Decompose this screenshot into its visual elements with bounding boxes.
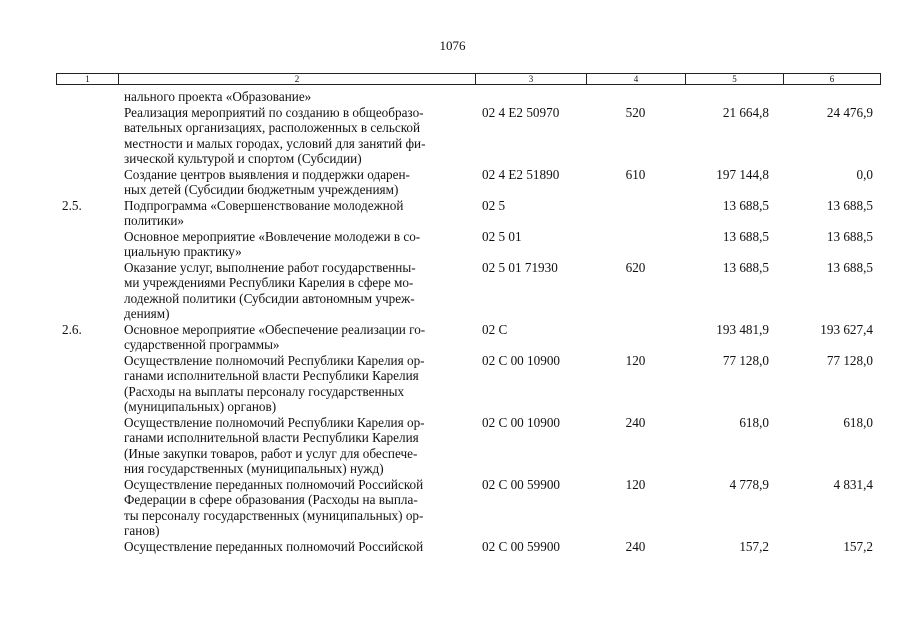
- column-header-6: 6: [829, 74, 835, 84]
- description-line: ганов): [124, 523, 160, 538]
- target-item-code: 02 С 00 10900: [482, 352, 561, 368]
- description-line: ганами исполнительной власти Республики Карелия: [124, 430, 419, 445]
- expense-type-code: 620: [625, 259, 646, 275]
- row-description: [124, 105, 473, 167]
- row-description: [124, 477, 473, 539]
- target-item-code: 02 5 01: [482, 228, 522, 244]
- amount-column-6: 77 128,0: [826, 352, 873, 368]
- description-line: дениям): [124, 306, 170, 321]
- description-line: политики»: [124, 213, 184, 228]
- description-line: Осуществление переданных полномочий Российской: [124, 538, 424, 554]
- amount-column-6: 618,0: [843, 414, 873, 430]
- table-row: [56, 198, 881, 229]
- expense-type-code: 240: [625, 538, 646, 554]
- expense-type-code: 120: [625, 476, 646, 492]
- column-header-1: 1: [57, 74, 119, 84]
- expense-type-code: 240: [625, 414, 646, 430]
- column-header-2: 2: [119, 74, 476, 84]
- amount-column-5: 13 688,5: [722, 259, 769, 275]
- description-line: Осуществление переданных полномочий Российской: [124, 476, 424, 492]
- table-row: [56, 353, 881, 415]
- table-row: [56, 167, 881, 198]
- row-description: [124, 89, 473, 105]
- amount-column-6: 157,2: [843, 538, 873, 554]
- target-item-code: 02 5 01 71930: [482, 259, 558, 275]
- description-line: Оказание услуг, выполнение работ государственны-: [124, 259, 416, 275]
- description-line: Осуществление полномочий Республики Карелия ор-: [124, 352, 425, 368]
- column-header-5: 5: [686, 74, 784, 84]
- expense-type-code: 610: [625, 166, 646, 182]
- row-description: [124, 260, 473, 322]
- row-description: [124, 229, 473, 260]
- amount-column-6: 24 476,9: [826, 104, 873, 120]
- column-header-3: 3: [476, 74, 587, 84]
- row-description: [124, 167, 473, 198]
- description-line: сударственной программы»: [124, 337, 280, 352]
- amount-column-6: 4 831,4: [833, 476, 873, 492]
- table-row: [56, 539, 881, 555]
- target-item-code: 02 С 00 59900: [482, 476, 561, 492]
- expense-type-code: 520: [625, 104, 646, 120]
- description-line: ния государственных (муниципальных) нужд): [124, 461, 384, 476]
- table-row: [56, 89, 881, 105]
- description-line: нального проекта «Образование»: [124, 89, 312, 104]
- table-row: [56, 322, 881, 353]
- description-line: ми учреждениями Республики Карелия в сфере мо-: [124, 275, 414, 290]
- amount-column-5: 193 481,9: [716, 321, 769, 337]
- row-number: 2.6.: [62, 321, 82, 337]
- amount-column-5: 13 688,5: [722, 197, 769, 213]
- amount-column-5: 618,0: [739, 414, 769, 430]
- amount-column-6: 13 688,5: [826, 259, 873, 275]
- amount-column-5: 157,2: [739, 538, 769, 554]
- amount-column-5: 21 664,8: [722, 104, 769, 120]
- amount-column-6: 193 627,4: [820, 321, 873, 337]
- row-description: [124, 198, 473, 229]
- row-number: 2.5.: [62, 197, 82, 213]
- description-line: Основное мероприятие «Обеспечение реализации го-: [124, 321, 426, 337]
- column-header-4: 4: [587, 74, 686, 84]
- description-line: Создание центров выявления и поддержки одарен-: [124, 166, 410, 182]
- description-line: (Расходы на выплаты персоналу государственных: [124, 383, 405, 399]
- description-line: Подпрограмма «Совершенствование молодежной: [124, 197, 404, 213]
- table-row: [56, 105, 881, 167]
- description-line: вательных организациях, расположенных в сельской: [124, 120, 421, 135]
- amount-column-5: 13 688,5: [722, 228, 769, 244]
- table-row: [56, 229, 881, 260]
- budget-table-body: [56, 89, 881, 554]
- table-row: [56, 477, 881, 539]
- description-line: Осуществление полномочий Республики Карелия ор-: [124, 414, 425, 430]
- description-line: циальную практику»: [124, 244, 242, 259]
- expense-type-code: 120: [625, 352, 646, 368]
- amount-column-6: 13 688,5: [826, 228, 873, 244]
- amount-column-5: 4 778,9: [729, 476, 769, 492]
- target-item-code: 02 С: [482, 321, 508, 337]
- table-row: [56, 260, 881, 322]
- amount-column-5: 197 144,8: [716, 166, 769, 182]
- description-line: ных детей (Субсидии бюджетным учреждениям): [124, 182, 399, 197]
- description-line: Реализация мероприятий по созданию в общеобразо-: [124, 104, 424, 120]
- description-line: ты персоналу государственных (муниципальных) ор-: [124, 507, 424, 523]
- target-item-code: 02 4 E2 51890: [482, 166, 560, 182]
- target-item-code: 02 С 00 59900: [482, 538, 561, 554]
- description-line: местности и малых городах, условий для занятий фи-: [124, 135, 426, 151]
- page-number: 1076: [439, 38, 466, 53]
- target-item-code: 02 С 00 10900: [482, 414, 561, 430]
- row-description: [124, 415, 473, 477]
- amount-column-6: 0,0: [856, 166, 873, 182]
- amount-column-5: 77 128,0: [722, 352, 769, 368]
- description-line: Федерации в сфере образования (Расходы на выпла-: [124, 492, 418, 507]
- target-item-code: 02 4 E2 50970: [482, 104, 560, 120]
- description-line: (муниципальных) органов): [124, 399, 277, 414]
- row-description: [124, 322, 473, 353]
- table-row: [56, 415, 881, 477]
- description-line: зической культурой и спортом (Субсидии): [124, 151, 362, 166]
- row-description: [124, 353, 473, 415]
- row-description: [124, 539, 473, 555]
- amount-column-6: 13 688,5: [826, 197, 873, 213]
- target-item-code: 02 5: [482, 197, 506, 213]
- table-header: [56, 73, 881, 85]
- description-line: Основное мероприятие «Вовлечение молодежи в со-: [124, 228, 421, 244]
- description-line: (Иные закупки товаров, работ и услуг для обеспече-: [124, 445, 418, 461]
- description-line: ганами исполнительной власти Республики Карелия: [124, 368, 419, 383]
- description-line: лодежной политики (Субсидии автономным учреж-: [124, 290, 415, 306]
